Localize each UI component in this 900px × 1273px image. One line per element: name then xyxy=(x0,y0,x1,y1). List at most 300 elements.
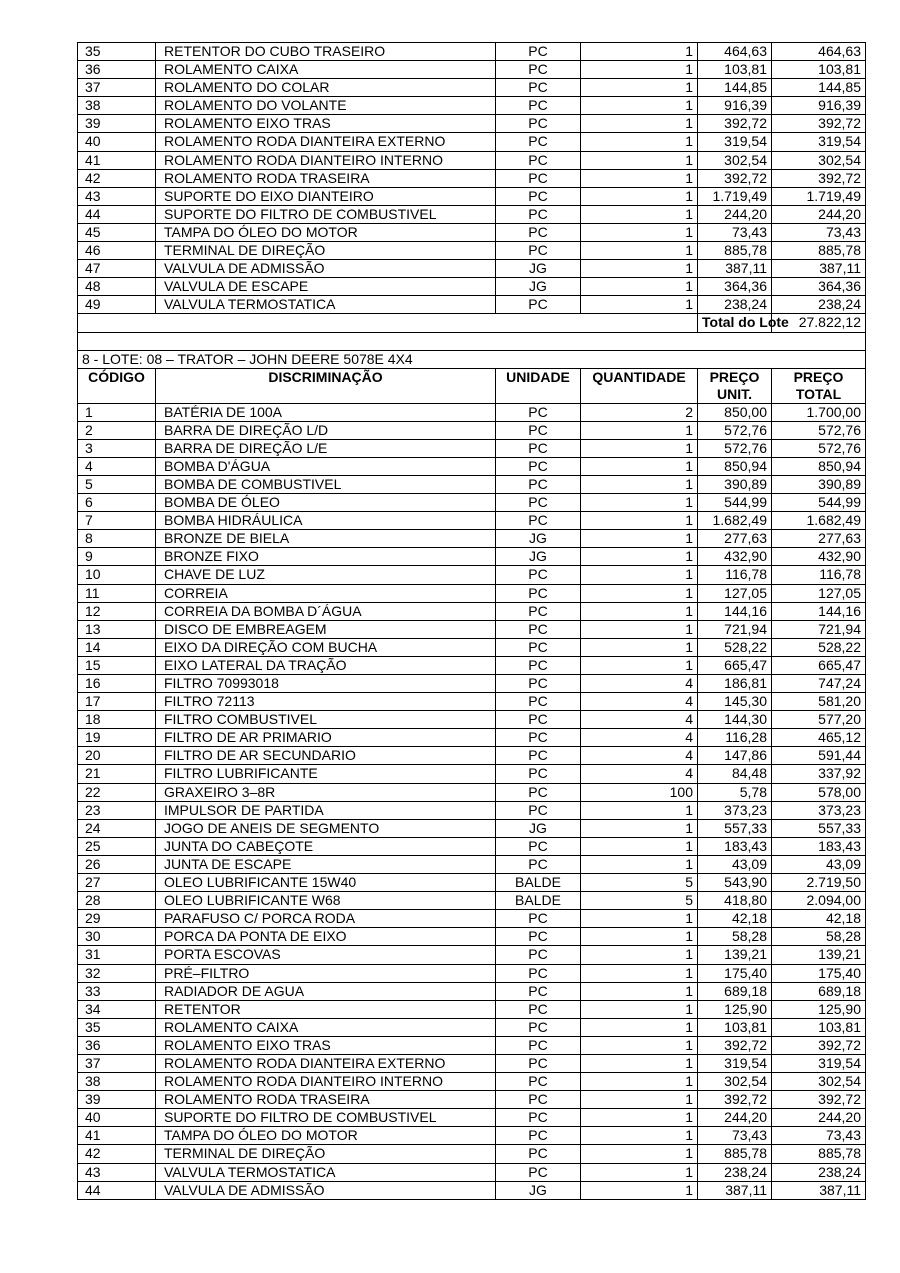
item-unit: PC xyxy=(496,656,581,674)
item-unit-price: 116,28 xyxy=(698,729,772,747)
header-preco-total-line2: TOTAL xyxy=(795,385,842,402)
item-unit: PC xyxy=(496,638,581,656)
item-unit-price: 392,72 xyxy=(698,1091,772,1109)
item-description: ROLAMENTO RODA DIANTEIRA EXTERNO xyxy=(156,1054,496,1072)
item-description: ROLAMENTO RODA TRASEIRA xyxy=(156,1091,496,1109)
total-value: 27.822,12 xyxy=(772,314,866,332)
item-unit: PC xyxy=(496,1163,581,1181)
item-description: BOMBA HIDRÁULICA xyxy=(156,512,496,530)
item-code: 41 xyxy=(78,1127,156,1145)
item-total-price: 387,11 xyxy=(772,260,866,278)
table-row xyxy=(78,819,866,837)
total-row xyxy=(78,314,866,332)
item-unit: JG xyxy=(496,278,581,296)
item-unit-price: 665,47 xyxy=(698,656,772,674)
item-unit: PC xyxy=(496,711,581,729)
item-unit-price: 689,18 xyxy=(698,982,772,1000)
item-description: ROLAMENTO RODA DIANTEIRA EXTERNO xyxy=(156,133,496,151)
item-description: ROLAMENTO CAIXA xyxy=(156,61,496,79)
item-total-price: 1.719,49 xyxy=(772,187,866,205)
header-discriminacao: DISCRIMINAÇÃO xyxy=(156,368,496,403)
item-description: OLEO LUBRIFICANTE W68 xyxy=(156,892,496,910)
item-quantity: 1 xyxy=(581,242,698,260)
item-description: EIXO LATERAL DA TRAÇÃO xyxy=(156,656,496,674)
item-unit-price: 145,30 xyxy=(698,693,772,711)
item-unit-price: 373,23 xyxy=(698,801,772,819)
item-unit: PC xyxy=(496,187,581,205)
item-description: VALVULA TERMOSTATICA xyxy=(156,1163,496,1181)
item-total-price: 577,20 xyxy=(772,711,866,729)
table-row xyxy=(78,278,866,296)
item-code: 37 xyxy=(78,1054,156,1072)
item-total-price: 464,63 xyxy=(772,43,866,61)
blank-spacer xyxy=(78,332,866,350)
item-unit: PC xyxy=(496,566,581,584)
item-description: FILTRO LUBRIFICANTE xyxy=(156,765,496,783)
item-unit: PC xyxy=(496,1000,581,1018)
item-unit-price: 244,20 xyxy=(698,205,772,223)
item-description: GRAXEIRO 3–8R xyxy=(156,783,496,801)
item-total-price: 238,24 xyxy=(772,1163,866,1181)
item-quantity: 1 xyxy=(581,421,698,439)
item-total-price: 103,81 xyxy=(772,1018,866,1036)
item-code: 49 xyxy=(78,296,156,314)
item-total-price: 572,76 xyxy=(772,439,866,457)
table-row xyxy=(78,729,866,747)
item-unit-price: 84,48 xyxy=(698,765,772,783)
item-unit: PC xyxy=(496,1127,581,1145)
header-preco-unit xyxy=(698,368,772,403)
item-unit: PC xyxy=(496,783,581,801)
item-unit-price: 850,00 xyxy=(698,403,772,421)
item-description: OLEO LUBRIFICANTE 15W40 xyxy=(156,874,496,892)
table-row xyxy=(78,675,866,693)
item-quantity: 1 xyxy=(581,1018,698,1036)
item-quantity: 1 xyxy=(581,638,698,656)
item-code: 8 xyxy=(78,530,156,548)
table-row xyxy=(78,1000,866,1018)
item-total-price: 244,20 xyxy=(772,205,866,223)
item-total-price: 43,09 xyxy=(772,855,866,873)
item-description: CHAVE DE LUZ xyxy=(156,566,496,584)
item-description: BOMBA DE COMBUSTIVEL xyxy=(156,475,496,493)
item-total-price: 319,54 xyxy=(772,133,866,151)
item-unit-price: 850,94 xyxy=(698,457,772,475)
item-unit: PC xyxy=(496,675,581,693)
item-quantity: 1 xyxy=(581,439,698,457)
item-description: BRONZE DE BIELA xyxy=(156,530,496,548)
table-row xyxy=(78,855,866,873)
item-code: 11 xyxy=(78,584,156,602)
item-description: RETENTOR xyxy=(156,1000,496,1018)
item-total-price: 432,90 xyxy=(772,548,866,566)
table-row xyxy=(78,711,866,729)
item-description: SUPORTE DO FILTRO DE COMBUSTIVEL xyxy=(156,205,496,223)
item-quantity: 1 xyxy=(581,819,698,837)
item-code: 40 xyxy=(78,1109,156,1127)
item-description: JOGO DE ANEIS DE SEGMENTO xyxy=(156,819,496,837)
item-quantity: 1 xyxy=(581,1073,698,1091)
item-total-price: 1.700,00 xyxy=(772,403,866,421)
item-unit-price: 392,72 xyxy=(698,169,772,187)
item-unit-price: 144,30 xyxy=(698,711,772,729)
item-total-price: 302,54 xyxy=(772,1073,866,1091)
item-unit: PC xyxy=(496,1018,581,1036)
item-description: SUPORTE DO FILTRO DE COMBUSTIVEL xyxy=(156,1109,496,1127)
item-unit-price: 116,78 xyxy=(698,566,772,584)
item-quantity: 1 xyxy=(581,1091,698,1109)
item-code: 35 xyxy=(78,1018,156,1036)
item-code: 15 xyxy=(78,656,156,674)
header-preco-total-line1: PREÇO xyxy=(793,368,844,385)
item-description: TAMPA DO ÓLEO DO MOTOR xyxy=(156,1127,496,1145)
item-description: BOMBA D'ÁGUA xyxy=(156,457,496,475)
item-unit: PC xyxy=(496,512,581,530)
table-row xyxy=(78,97,866,115)
item-code: 12 xyxy=(78,602,156,620)
item-unit-price: 127,05 xyxy=(698,584,772,602)
item-unit-price: 139,21 xyxy=(698,946,772,964)
item-unit: PC xyxy=(496,693,581,711)
item-quantity: 4 xyxy=(581,729,698,747)
table-row xyxy=(78,656,866,674)
item-unit-price: 244,20 xyxy=(698,1109,772,1127)
item-description: SUPORTE DO EIXO DIANTEIRO xyxy=(156,187,496,205)
item-description: PARAFUSO C/ PORCA RODA xyxy=(156,910,496,928)
item-unit: PC xyxy=(496,1109,581,1127)
item-quantity: 1 xyxy=(581,187,698,205)
item-unit-price: 144,85 xyxy=(698,79,772,97)
item-description: TERMINAL DE DIREÇÃO xyxy=(156,1145,496,1163)
header-preco-total xyxy=(772,368,866,403)
item-total-price: 387,11 xyxy=(772,1181,866,1199)
table-row xyxy=(78,693,866,711)
item-unit: PC xyxy=(496,801,581,819)
table-row xyxy=(78,205,866,223)
table-row xyxy=(78,892,866,910)
table-row xyxy=(78,512,866,530)
item-code: 2 xyxy=(78,421,156,439)
item-code: 19 xyxy=(78,729,156,747)
item-quantity: 1 xyxy=(581,457,698,475)
table-row xyxy=(78,403,866,421)
item-quantity: 1 xyxy=(581,1036,698,1054)
item-code: 44 xyxy=(78,205,156,223)
item-unit: PC xyxy=(496,296,581,314)
item-quantity: 4 xyxy=(581,693,698,711)
item-unit-price: 58,28 xyxy=(698,928,772,946)
item-description: DISCO DE EMBREAGEM xyxy=(156,620,496,638)
item-total-price: 125,90 xyxy=(772,1000,866,1018)
item-quantity: 1 xyxy=(581,837,698,855)
item-code: 42 xyxy=(78,169,156,187)
item-code: 27 xyxy=(78,874,156,892)
header-quantidade: QUANTIDADE xyxy=(581,368,698,403)
item-description: CORREIA xyxy=(156,584,496,602)
item-unit-price: 528,22 xyxy=(698,638,772,656)
item-unit: JG xyxy=(496,548,581,566)
item-total-price: 572,76 xyxy=(772,421,866,439)
item-unit-price: 238,24 xyxy=(698,1163,772,1181)
item-quantity: 1 xyxy=(581,494,698,512)
item-total-price: 139,21 xyxy=(772,946,866,964)
header-preco-unit-line1: PREÇO xyxy=(709,368,760,385)
item-unit-price: 103,81 xyxy=(698,1018,772,1036)
item-quantity: 4 xyxy=(581,675,698,693)
item-unit: PC xyxy=(496,151,581,169)
item-unit: PC xyxy=(496,584,581,602)
item-description: TAMPA DO ÓLEO DO MOTOR xyxy=(156,223,496,241)
item-quantity: 4 xyxy=(581,711,698,729)
table-row xyxy=(78,187,866,205)
item-total-price: 302,54 xyxy=(772,151,866,169)
item-code: 48 xyxy=(78,278,156,296)
item-description: TERMINAL DE DIREÇÃO xyxy=(156,242,496,260)
item-quantity: 1 xyxy=(581,548,698,566)
lote-08-rows xyxy=(78,403,866,1199)
item-quantity: 1 xyxy=(581,1163,698,1181)
item-code: 36 xyxy=(78,61,156,79)
item-unit: PC xyxy=(496,97,581,115)
item-unit-price: 364,36 xyxy=(698,278,772,296)
item-description: PORTA ESCOVAS xyxy=(156,946,496,964)
item-description: RETENTOR DO CUBO TRASEIRO xyxy=(156,43,496,61)
item-unit: PC xyxy=(496,729,581,747)
item-description: ROLAMENTO RODA DIANTEIRO INTERNO xyxy=(156,1073,496,1091)
item-code: 25 xyxy=(78,837,156,855)
item-code: 39 xyxy=(78,115,156,133)
item-quantity: 1 xyxy=(581,97,698,115)
item-total-price: 277,63 xyxy=(772,530,866,548)
item-unit-price: 238,24 xyxy=(698,296,772,314)
item-quantity: 1 xyxy=(581,223,698,241)
item-total-price: 183,43 xyxy=(772,837,866,855)
table-row xyxy=(78,566,866,584)
item-code: 38 xyxy=(78,97,156,115)
item-unit: PC xyxy=(496,620,581,638)
item-unit: PC xyxy=(496,855,581,873)
item-unit-price: 302,54 xyxy=(698,151,772,169)
item-code: 24 xyxy=(78,819,156,837)
lote-title-row xyxy=(78,350,866,368)
item-description: FILTRO 70993018 xyxy=(156,675,496,693)
item-total-price: 144,85 xyxy=(772,79,866,97)
item-code: 46 xyxy=(78,242,156,260)
price-table xyxy=(77,42,866,1200)
table-row xyxy=(78,1054,866,1072)
item-unit-price: 557,33 xyxy=(698,819,772,837)
item-unit: PC xyxy=(496,765,581,783)
item-unit-price: 916,39 xyxy=(698,97,772,115)
item-description: JUNTA DE ESCAPE xyxy=(156,855,496,873)
item-quantity: 1 xyxy=(581,982,698,1000)
table-row xyxy=(78,61,866,79)
item-total-price: 392,72 xyxy=(772,1036,866,1054)
item-quantity: 1 xyxy=(581,1127,698,1145)
item-description: EIXO DA DIREÇÃO COM BUCHA xyxy=(156,638,496,656)
item-unit-price: 147,86 xyxy=(698,747,772,765)
item-code: 40 xyxy=(78,133,156,151)
item-total-price: 544,99 xyxy=(772,494,866,512)
item-description: BARRA DE DIREÇÃO L/D xyxy=(156,421,496,439)
item-quantity: 4 xyxy=(581,747,698,765)
table-row xyxy=(78,115,866,133)
item-quantity: 1 xyxy=(581,296,698,314)
item-description: BOMBA DE ÓLEO xyxy=(156,494,496,512)
item-description: VALVULA TERMOSTATICA xyxy=(156,296,496,314)
item-description: ROLAMENTO RODA TRASEIRA xyxy=(156,169,496,187)
item-code: 36 xyxy=(78,1036,156,1054)
item-description: ROLAMENTO CAIXA xyxy=(156,1018,496,1036)
item-total-price: 116,78 xyxy=(772,566,866,584)
item-quantity: 1 xyxy=(581,475,698,493)
item-quantity: 1 xyxy=(581,512,698,530)
item-quantity: 1 xyxy=(581,169,698,187)
item-quantity: 4 xyxy=(581,765,698,783)
item-code: 43 xyxy=(78,1163,156,1181)
item-quantity: 1 xyxy=(581,1109,698,1127)
item-unit-price: 392,72 xyxy=(698,115,772,133)
table-row xyxy=(78,223,866,241)
item-unit: PC xyxy=(496,43,581,61)
table-row xyxy=(78,964,866,982)
item-total-price: 2.094,00 xyxy=(772,892,866,910)
item-unit: PC xyxy=(496,1054,581,1072)
item-code: 5 xyxy=(78,475,156,493)
item-total-price: 885,78 xyxy=(772,242,866,260)
item-unit: PC xyxy=(496,79,581,97)
item-code: 37 xyxy=(78,79,156,97)
item-total-price: 392,72 xyxy=(772,169,866,187)
table-row xyxy=(78,1018,866,1036)
item-quantity: 1 xyxy=(581,530,698,548)
item-quantity: 1 xyxy=(581,43,698,61)
table-row xyxy=(78,43,866,61)
item-quantity: 2 xyxy=(581,403,698,421)
item-unit-price: 418,80 xyxy=(698,892,772,910)
item-total-price: 2.719,50 xyxy=(772,874,866,892)
item-total-price: 721,94 xyxy=(772,620,866,638)
item-code: 7 xyxy=(78,512,156,530)
item-unit: PC xyxy=(496,421,581,439)
item-unit-price: 319,54 xyxy=(698,133,772,151)
item-code: 35 xyxy=(78,43,156,61)
item-total-price: 244,20 xyxy=(772,1109,866,1127)
item-unit-price: 43,09 xyxy=(698,855,772,873)
item-unit-price: 125,90 xyxy=(698,1000,772,1018)
item-unit-price: 572,76 xyxy=(698,439,772,457)
table-row xyxy=(78,1163,866,1181)
total-spacer xyxy=(78,314,698,332)
item-description: BARRA DE DIREÇÃO L/E xyxy=(156,439,496,457)
item-description: ROLAMENTO DO VOLANTE xyxy=(156,97,496,115)
item-description: ROLAMENTO DO COLAR xyxy=(156,79,496,97)
item-unit: PC xyxy=(496,61,581,79)
item-quantity: 1 xyxy=(581,115,698,133)
header-row xyxy=(78,368,866,403)
item-quantity: 1 xyxy=(581,656,698,674)
item-unit-price: 464,63 xyxy=(698,43,772,61)
item-total-price: 465,12 xyxy=(772,729,866,747)
item-description: PRÉ–FILTRO xyxy=(156,964,496,982)
item-quantity: 1 xyxy=(581,260,698,278)
item-total-price: 319,54 xyxy=(772,1054,866,1072)
item-total-price: 392,72 xyxy=(772,1091,866,1109)
item-unit: PC xyxy=(496,475,581,493)
item-total-price: 885,78 xyxy=(772,1145,866,1163)
item-code: 3 xyxy=(78,439,156,457)
item-unit: PC xyxy=(496,910,581,928)
item-unit: JG xyxy=(496,530,581,548)
item-code: 45 xyxy=(78,223,156,241)
item-description: BATÉRIA DE 100A xyxy=(156,403,496,421)
table-row xyxy=(78,747,866,765)
lote-title: 8 - LOTE: 08 – TRATOR – JOHN DEERE 5078E 4X4 xyxy=(78,350,866,368)
table-row xyxy=(78,1181,866,1199)
item-quantity: 1 xyxy=(581,964,698,982)
item-total-price: 1.682,49 xyxy=(772,512,866,530)
table-row xyxy=(78,133,866,151)
item-code: 34 xyxy=(78,1000,156,1018)
table-row xyxy=(78,421,866,439)
item-unit: PC xyxy=(496,747,581,765)
item-code: 21 xyxy=(78,765,156,783)
item-code: 39 xyxy=(78,1091,156,1109)
item-total-price: 581,20 xyxy=(772,693,866,711)
table-row xyxy=(78,260,866,278)
item-unit: PC xyxy=(496,602,581,620)
item-unit-price: 186,81 xyxy=(698,675,772,693)
item-code: 6 xyxy=(78,494,156,512)
item-quantity: 1 xyxy=(581,1000,698,1018)
item-code: 9 xyxy=(78,548,156,566)
item-unit: JG xyxy=(496,260,581,278)
previous-lote-rows xyxy=(78,43,866,314)
blank-row xyxy=(78,332,866,350)
item-unit: JG xyxy=(496,1181,581,1199)
item-unit-price: 302,54 xyxy=(698,1073,772,1091)
table-row xyxy=(78,584,866,602)
item-description: ROLAMENTO EIXO TRAS xyxy=(156,115,496,133)
item-unit-price: 885,78 xyxy=(698,1145,772,1163)
item-quantity: 1 xyxy=(581,1145,698,1163)
item-unit: PC xyxy=(496,457,581,475)
item-quantity: 100 xyxy=(581,783,698,801)
item-description: ROLAMENTO RODA DIANTEIRO INTERNO xyxy=(156,151,496,169)
item-quantity: 1 xyxy=(581,61,698,79)
item-description: ROLAMENTO EIXO TRAS xyxy=(156,1036,496,1054)
table-row xyxy=(78,151,866,169)
total-section xyxy=(78,314,866,403)
item-unit: BALDE xyxy=(496,892,581,910)
item-unit-price: 73,43 xyxy=(698,1127,772,1145)
item-unit: PC xyxy=(496,169,581,187)
table-row xyxy=(78,982,866,1000)
header-codigo: CÓDIGO xyxy=(78,368,156,403)
item-quantity: 1 xyxy=(581,79,698,97)
item-unit-price: 387,11 xyxy=(698,260,772,278)
item-total-price: 392,72 xyxy=(772,115,866,133)
item-code: 22 xyxy=(78,783,156,801)
item-total-price: 373,23 xyxy=(772,801,866,819)
item-unit: BALDE xyxy=(496,874,581,892)
table-row xyxy=(78,475,866,493)
item-total-price: 73,43 xyxy=(772,223,866,241)
item-unit-price: 721,94 xyxy=(698,620,772,638)
table-row xyxy=(78,1145,866,1163)
item-unit-price: 885,78 xyxy=(698,242,772,260)
table-row xyxy=(78,837,866,855)
